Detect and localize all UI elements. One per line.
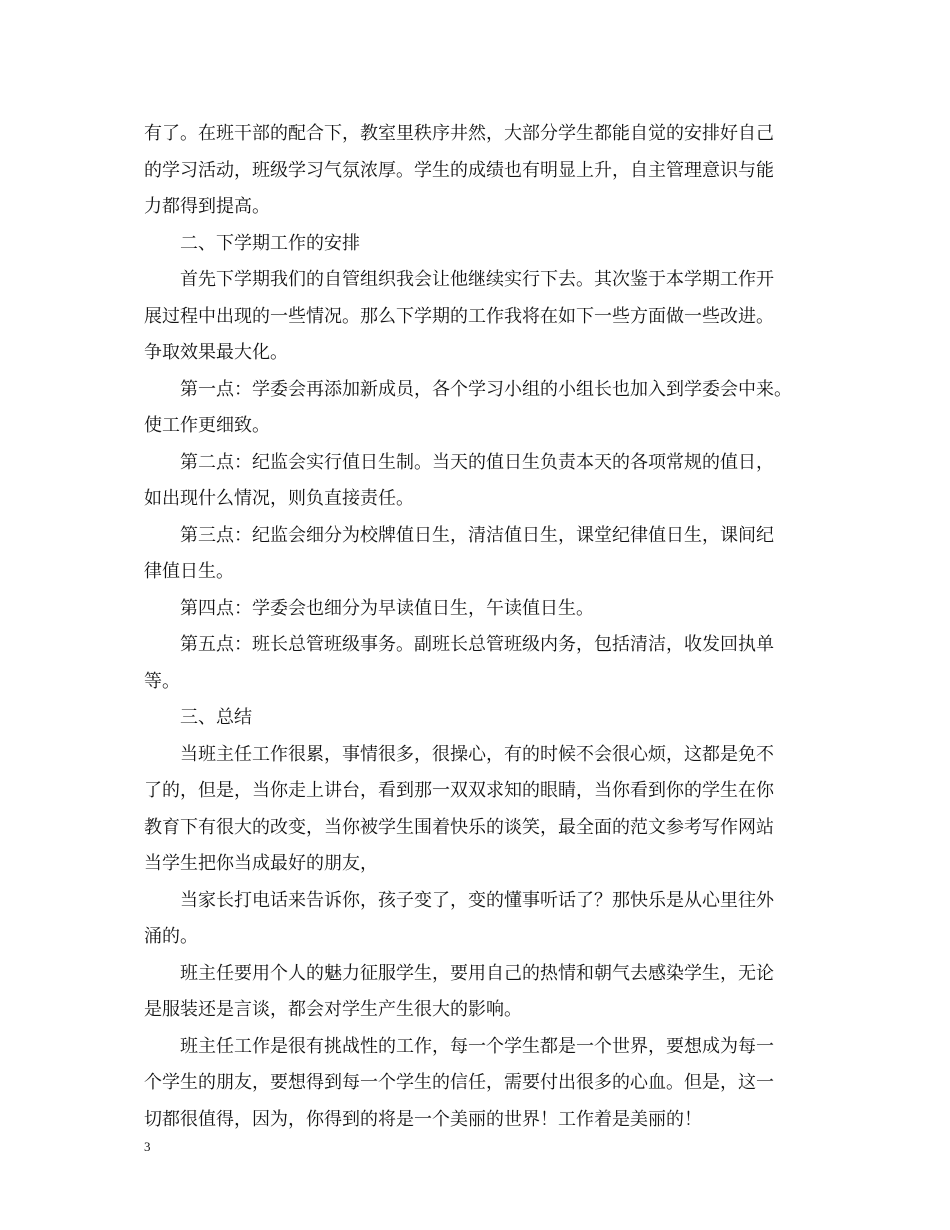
text-line: 第一点：学委会再添加新成员，各个学习小组的小组长也加入到学委会中来。 xyxy=(180,378,792,400)
text-line: 了的，但是，当你走上讲台，看到那一双双求知的眼睛，当你看到你的学生在你 xyxy=(144,780,774,801)
text-line: 首先下学期我们的自管组织我会让他继续实行下去。其次鉴于本学期工作开 xyxy=(180,269,774,290)
text-line: 律值日生。 xyxy=(144,561,234,582)
text-line: 力都得到提高。 xyxy=(144,196,270,217)
text-line: 等。 xyxy=(144,670,180,692)
text-line: 班主任要用个人的魅力征服学生，要用自己的热情和朝气去感染学生，无论 xyxy=(180,962,774,984)
text-line: 当班主任工作很累，事情很多，很操心，有的时候不会很心烦，这都是免不 xyxy=(180,743,774,765)
text-line: 是服装还是言谈，都会对学生产生很大的影响。 xyxy=(144,999,522,1020)
text-line: 第三点：纪监会细分为校牌值日生，清洁值日生，课堂纪律值日生，课间纪 xyxy=(180,524,774,546)
text-line: 教育下有很大的改变，当你被学生围着快乐的谈笑，最全面的范文参考写作网站 xyxy=(144,816,774,838)
text-line: 班主任工作是很有挑战性的工作，每一个学生都是一个世界，要想成为每一 xyxy=(180,1035,774,1057)
text-line: 涌的。 xyxy=(144,926,198,947)
text-line: 当学生把你当成最好的朋友， xyxy=(144,853,378,874)
text-line: 有了。在班干部的配合下，教室里秩序井然，大部分学生都能自觉的安排好自己 xyxy=(144,123,774,144)
text-line: 当家长打电话来告诉你，孩子变了，变的懂事听话了？那快乐是从心里往外 xyxy=(180,889,774,911)
text-line: 展过程中出现的一些情况。那么下学期的工作我将在如下一些方面做一些改进。 xyxy=(144,305,774,327)
text-line: 第五点：班长总管班级事务。副班长总管班级内务，包括清洁，收发回执单 xyxy=(180,634,774,655)
section-heading: 三、总结 xyxy=(180,707,252,728)
text-line: 个学生的朋友，要想得到每一个学生的信任，需要付出很多的心血。但是，这一 xyxy=(144,1072,774,1093)
section-heading: 二、下学期工作的安排 xyxy=(180,232,360,254)
text-line: 的学习活动，班级学习气氛浓厚。学生的成绩也有明显上升，自主管理意识与能 xyxy=(144,159,774,181)
text-line: 切都很值得，因为，你得到的将是一个美丽的世界！工作着是美丽的！ xyxy=(144,1108,702,1130)
text-line: 第二点：纪监会实行值日生制。当天的值日生负责本天的各项常规的值日， xyxy=(180,451,774,473)
body-text xyxy=(144,116,809,1138)
text-line: 如出现什么情况，则负直接责任。 xyxy=(144,488,414,509)
text-line: 第四点：学委会也细分为早读值日生，午读值日生。 xyxy=(180,597,594,619)
text-line: 使工作更细致。 xyxy=(144,415,270,436)
page-number: 3 xyxy=(144,1139,151,1154)
text-line: 争取效果最大化。 xyxy=(144,342,288,363)
